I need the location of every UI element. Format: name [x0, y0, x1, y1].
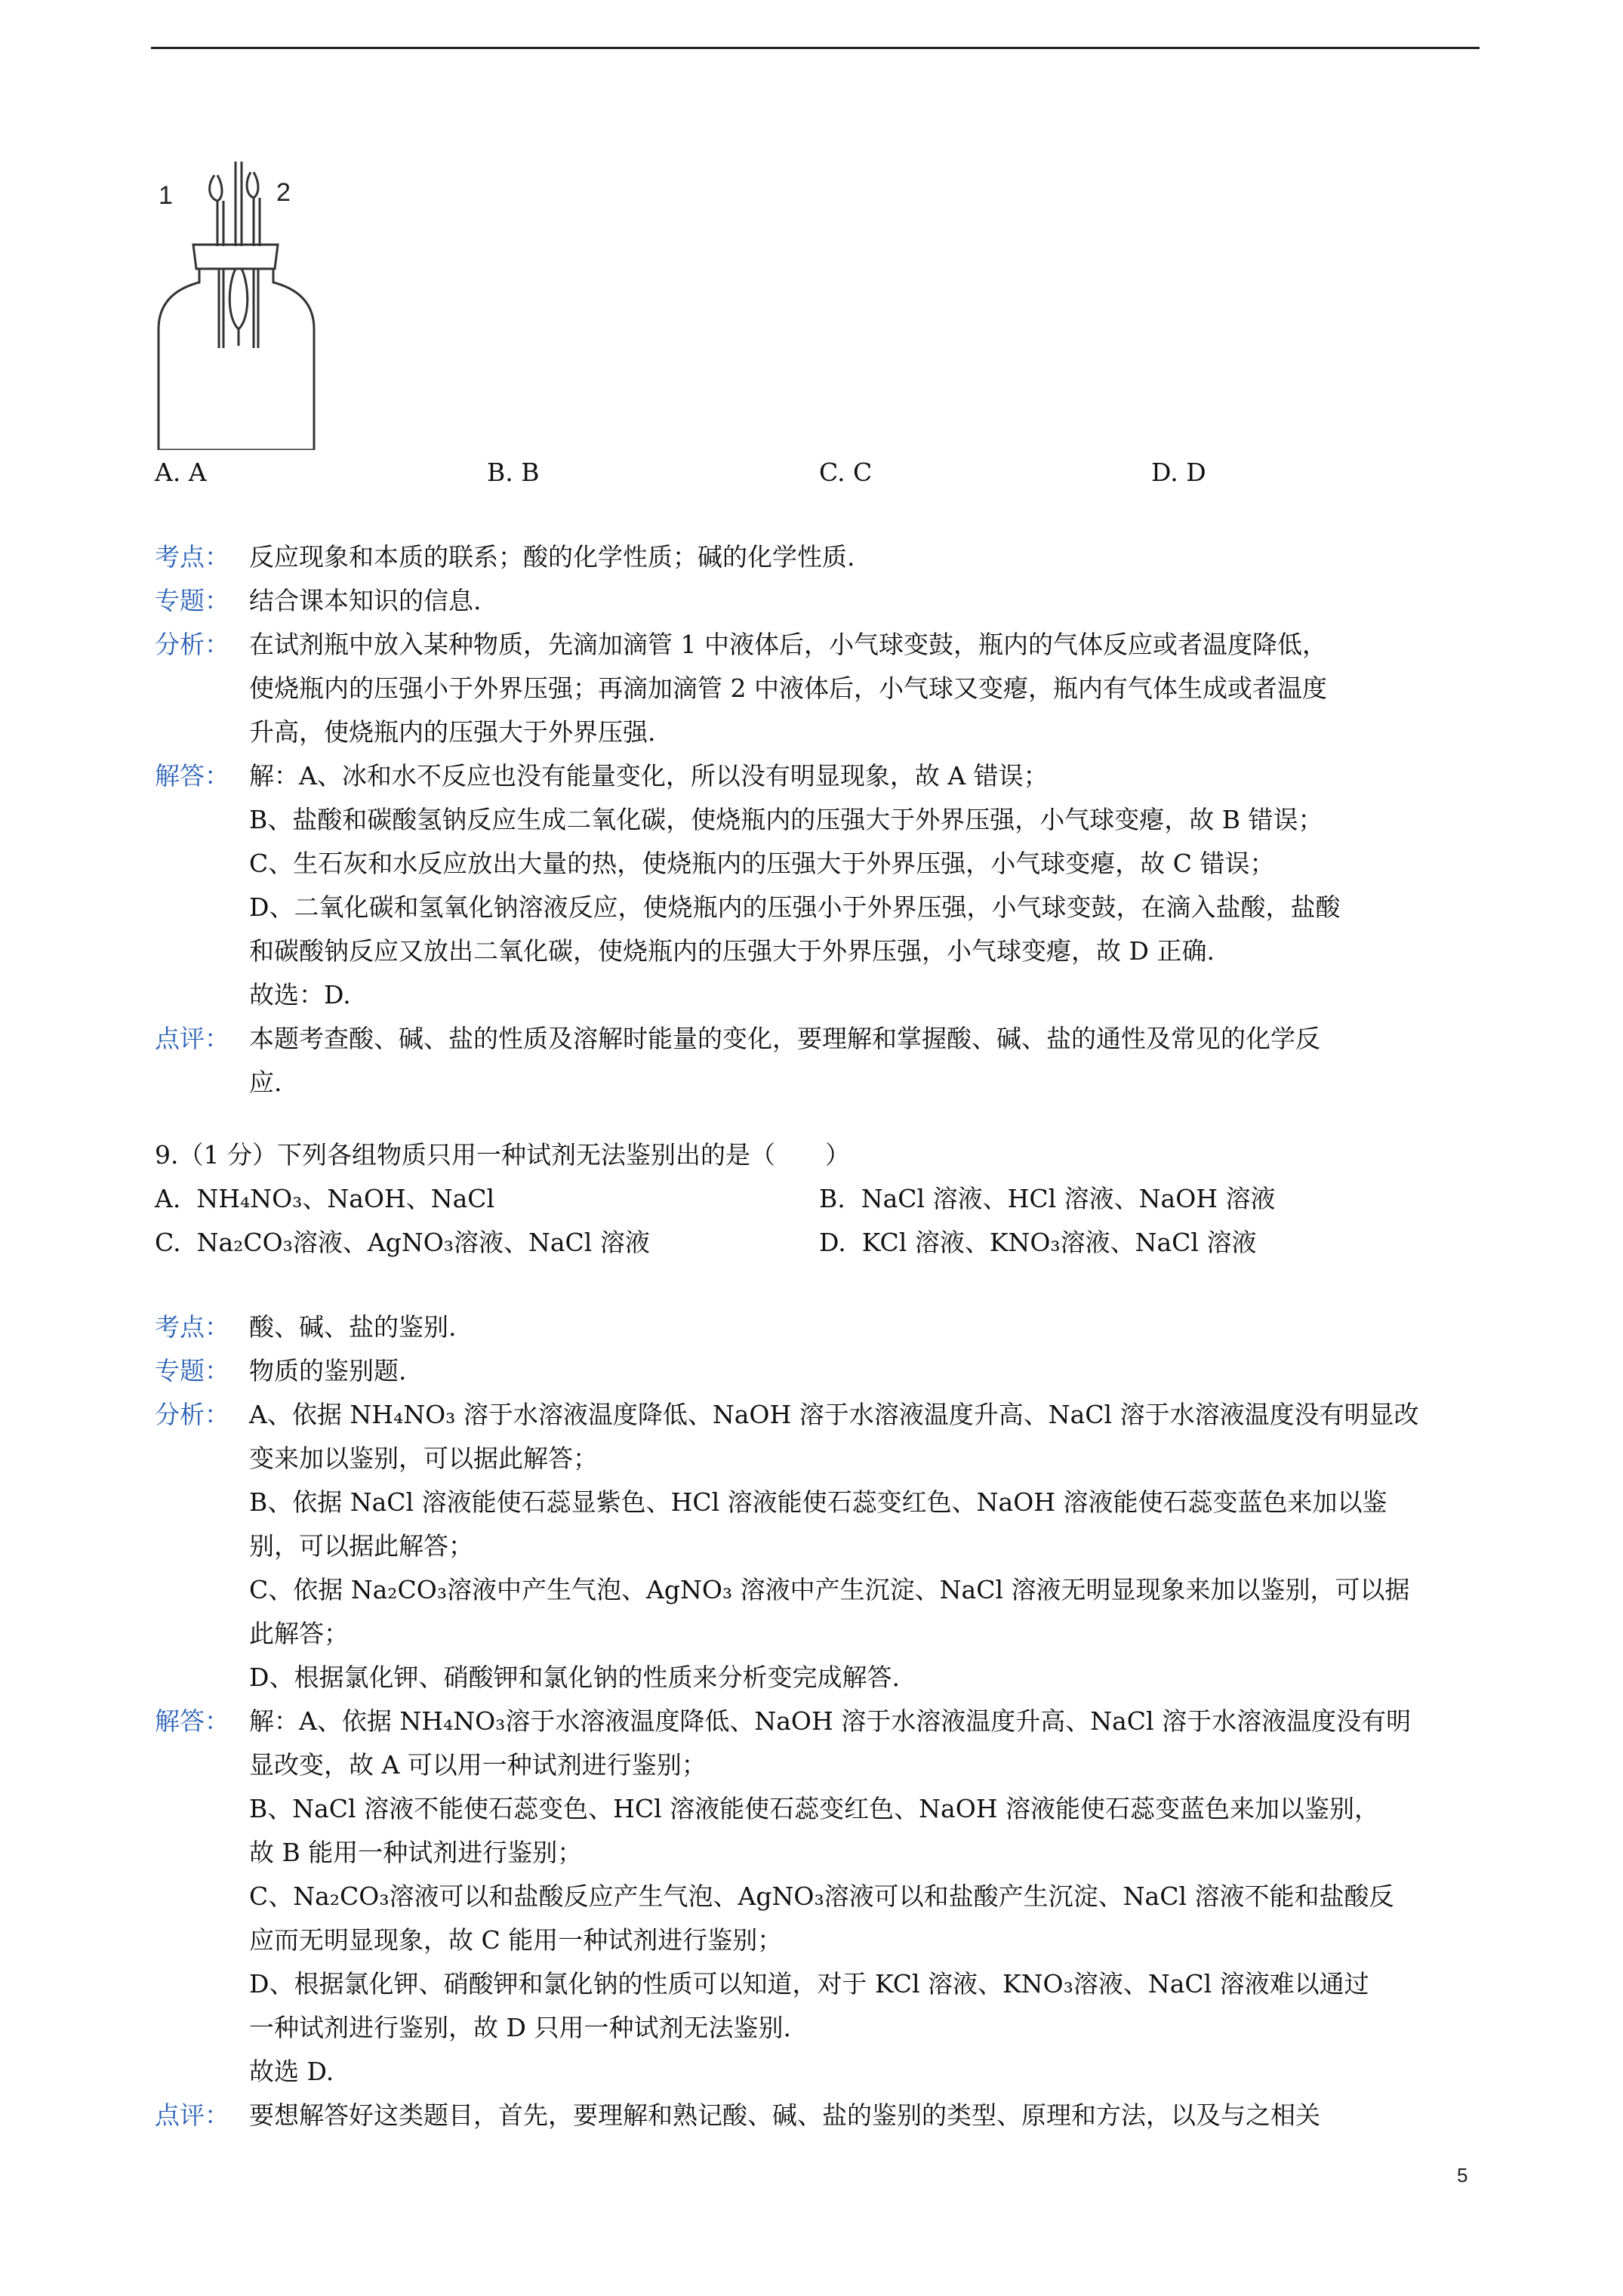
fenxi-line: 使烧瓶内的压强小于外界压强；再滴加滴管 2 中液体后，小气球又变瘪，瓶内有气体生成或者温度: [249, 673, 1327, 703]
jieda-label: 解答：: [155, 761, 229, 791]
q9-fenxi: [155, 1400, 1419, 1430]
kaodian-text: 反应现象和本质的联系；酸的化学性质；碱的化学性质.: [249, 542, 855, 572]
jieda-line: C、生石灰和水反应放出大量的热，使烧瓶内的压强大于外界压强，小气球变瘪，故 C 错误；: [249, 849, 1275, 878]
jieda-line: 解：A、冰和水不反应也没有能量变化，所以没有明显现象，故 A 错误；: [249, 761, 1049, 791]
fenxi-label: 分析：: [155, 1400, 229, 1429]
q9-dianping: [155, 2100, 1320, 2131]
q9-jieda: [155, 1706, 1411, 1737]
jieda-line: 故选：D.: [249, 980, 351, 1009]
zhuanti-label: 专题：: [155, 1356, 229, 1385]
kaodian-text: 酸、碱、盐的鉴别.: [249, 1312, 457, 1342]
q8-option-d: D. D: [1151, 458, 1206, 487]
fenxi-line: A、依据 NH₄NO₃ 溶于水溶液温度降低、NaOH 溶于水溶液温度升高、NaCl 溶于水溶液温度没有明显改: [249, 1400, 1419, 1429]
dianping-line: 应.: [249, 1068, 282, 1097]
jieda-line: 解：A、依据 NH₄NO₃溶于水溶液温度降低、NaOH 溶于水溶液温度升高、NaCl 溶于水溶液温度没有明: [249, 1706, 1412, 1736]
q8-jieda: [155, 761, 1049, 791]
option-prefix: A.: [155, 1184, 181, 1213]
bottle-drawing: [148, 148, 322, 450]
dianping-label: 点评：: [155, 2100, 229, 2130]
figure-label-2: 2: [276, 178, 291, 207]
dianping-label: 点评：: [155, 1024, 229, 1053]
figure-label-1: 1: [159, 181, 173, 210]
q9-option-c: [155, 1228, 650, 1258]
zhuanti-text: 结合课本知识的信息.: [249, 586, 482, 615]
option-text: NaCl 溶液、HCl 溶液、NaOH 溶液: [861, 1184, 1276, 1213]
jieda-line: B、NaCl 溶液不能使石蕊变色、HCl 溶液能使石蕊变红色、NaOH 溶液能使石蕊变蓝色来加以鉴别，: [249, 1794, 1380, 1823]
zhuanti-label: 专题：: [155, 586, 229, 615]
q9-option-d: [819, 1228, 1256, 1258]
option-prefix: C.: [155, 1228, 181, 1257]
q9-zhuanti: [155, 1356, 407, 1386]
jieda-line: D、根据氯化钾、硝酸钾和氯化钠的性质可以知道，对于 KCl 溶液、KNO₃溶液、NaCl 溶液难以通过: [249, 1969, 1369, 1999]
dianping-line: 要想解答好这类题目，首先，要理解和熟记酸、碱、盐的鉴别的类型、原理和方法，以及与之相关: [249, 2100, 1320, 2130]
fenxi-line: C、依据 Na₂CO₃溶液中产生气泡、AgNO₃ 溶液中产生沉淀、NaCl 溶液无明显现象来加以鉴别，可以据: [249, 1575, 1410, 1604]
q9-stem: 9.（1 分）下列各组物质只用一种试剂无法鉴别出的是（ ）: [155, 1140, 850, 1170]
q9-option-b: [819, 1184, 1276, 1214]
reagent-bottle-figure: [148, 148, 322, 450]
jieda-line: 一种试剂进行鉴别，故 D 只用一种试剂无法鉴别.: [249, 2013, 791, 2042]
kaodian-label: 考点：: [155, 542, 229, 572]
fenxi-label: 分析：: [155, 630, 229, 659]
q8-dianping: [155, 1024, 1320, 1054]
q8-option-a: A. A: [155, 458, 207, 487]
fenxi-line: 升高，使烧瓶内的压强大于外界压强.: [249, 717, 656, 747]
q9-kaodian: [155, 1312, 457, 1342]
page-number: 5: [1457, 2164, 1468, 2187]
header-rule: [151, 47, 1480, 49]
q8-kaodian: [155, 542, 855, 572]
jieda-line: 显改变，故 A 可以用一种试剂进行鉴别；: [249, 1750, 707, 1780]
fenxi-line: 此解答；: [249, 1619, 349, 1648]
jieda-line: 和碳酸钠反应又放出二氧化碳，使烧瓶内的压强大于外界压强，小气球变瘪，故 D 正确.: [249, 936, 1215, 966]
jieda-line: 应而无明显现象，故 C 能用一种试剂进行鉴别；: [249, 1925, 783, 1955]
q8-option-c: C. C: [819, 458, 873, 487]
jieda-line: B、盐酸和碳酸氢钠反应生成二氧化碳，使烧瓶内的压强大于外界压强，小气球变瘪，故 B 错误；: [249, 805, 1323, 834]
q8-zhuanti: [155, 586, 482, 616]
option-prefix: D.: [819, 1228, 846, 1257]
dianping-line: 本题考查酸、碱、盐的性质及溶解时能量的变化，要理解和掌握酸、碱、盐的通性及常见的化学反: [249, 1024, 1320, 1053]
fenxi-line: 在试剂瓶中放入某种物质，先滴加滴管 1 中液体后，小气球变鼓，瓶内的气体反应或者温度降低，: [249, 630, 1327, 659]
option-text: NH₄NO₃、NaOH、NaCl: [196, 1184, 495, 1213]
option-text: Na₂CO₃溶液、AgNO₃溶液、NaCl 溶液: [196, 1228, 650, 1257]
q8-fenxi: [155, 630, 1327, 660]
fenxi-line: 变来加以鉴别，可以据此解答；: [249, 1444, 598, 1473]
fenxi-line: 别，可以据此解答；: [249, 1531, 473, 1561]
jieda-line: 故 B 能用一种试剂进行鉴别；: [249, 1838, 583, 1867]
option-text: KCl 溶液、KNO₃溶液、NaCl 溶液: [861, 1228, 1257, 1257]
jieda-line: C、Na₂CO₃溶液可以和盐酸反应产生气泡、AgNO₃溶液可以和盐酸产生沉淀、NaCl 溶液不能和盐酸反: [249, 1881, 1394, 1911]
jieda-label: 解答：: [155, 1706, 229, 1736]
zhuanti-text: 物质的鉴别题.: [249, 1356, 407, 1385]
q9-option-a: [155, 1184, 494, 1214]
kaodian-label: 考点：: [155, 1312, 229, 1342]
option-prefix: B.: [819, 1184, 845, 1213]
q8-option-b: B. B: [487, 458, 540, 487]
fenxi-line: B、依据 NaCl 溶液能使石蕊显紫色、HCl 溶液能使石蕊变红色、NaOH 溶液能使石蕊变蓝色来加以鉴: [249, 1487, 1387, 1517]
fenxi-line: D、根据氯化钾、硝酸钾和氯化钠的性质来分析变完成解答.: [249, 1663, 900, 1692]
jieda-line: 故选 D.: [249, 2057, 334, 2086]
jieda-line: D、二氧化碳和氢氧化钠溶液反应，使烧瓶内的压强小于外界压强，小气球变鼓，在滴入盐酸，盐酸: [249, 892, 1341, 922]
